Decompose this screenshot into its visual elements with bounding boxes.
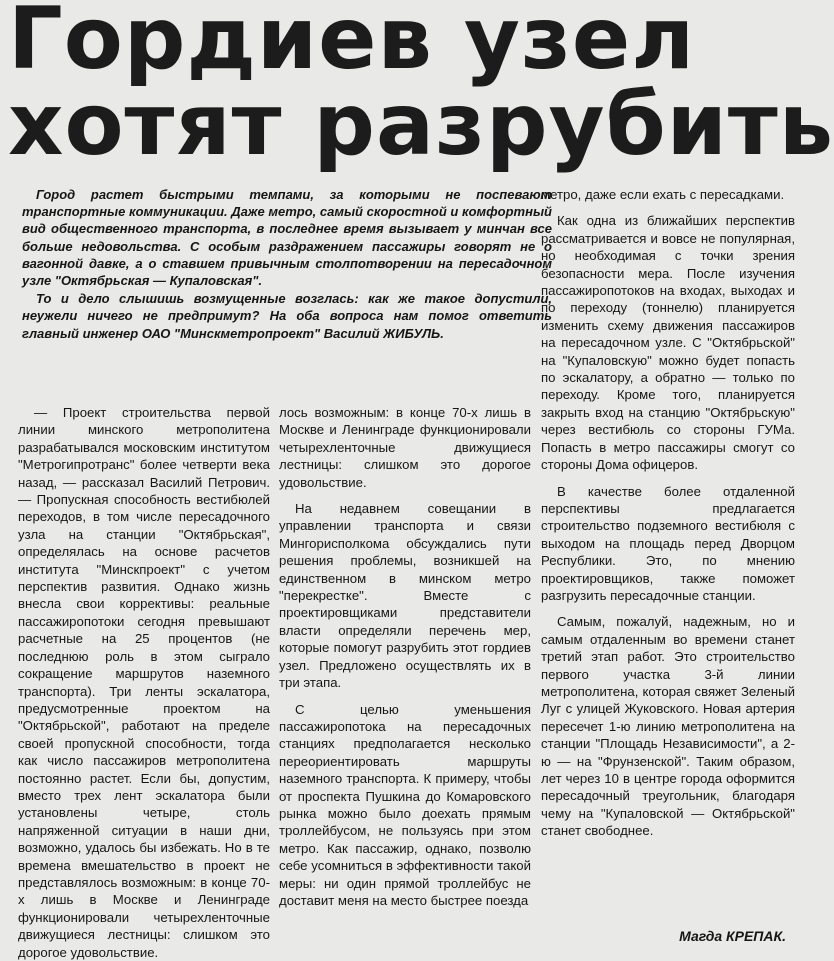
- article-paragraph: — Проект строительства первой линии минского метрополитена разрабатывался московским институтом "Метрогипротранс" более четверти века назад, — рассказал Василий Петрович. — Пропускная способность вестибюлей переходов, в том числе пересадочного узла на станции "Октябрьская", определялась на основе расчетов института "Минскпроект" с учетом перспектив развития. Однако жизнь внесла свои коррективы: реальные пассажиропотоки сегодня превышают расчетные на 25 процентов (не последнюю роль в этом сыграло сокращение маршрутов наземного транспорта). Три ленты эскалатора, предусмотренные проектом на "Октябрьской", работают на пределе своей пропускной способности, тогда как число пассажиров метрополитена постоянно растет. Если бы, допустим, вместо трех лент эскалатора были установлены четыре, столь напряженной ситуации в наши дни, возможно, удалось бы избежать. Но в те времена вмешательство в проект не представлялось возможным: в конце 70-х лишь в Москве и Ленинграде функционировали четырехленточные движущиеся лестницы: слишком это дорогое удовольствие.: [18, 405, 270, 960]
- article-paragraph: Самым, пожалуй, надежным, но и самым отдаленным во времени станет третий этап работ. Это строительство первого участка 3-й линии метрополитена, которая свяжет Зеленый Луг с улицей Жуковского. Новая артерия пересечет 1-ю линию метрополитена на станции "Площадь Независимости", а 2-ю — на "Фрунзенской". Таким образом, лет через 10 в центре города оформится пересадочный треугольник, благодаря чему на "Купаловской — Октябрьской" станет свободнее.: [541, 614, 795, 839]
- headline-line-2: хотят разрубить: [8, 75, 834, 175]
- article-paragraph: лось возможным: в конце 70-х лишь в Москве и Ленинграде функционировали четырехленточные движущиеся лестницы: слишком это дорогое удовольствие.: [279, 405, 531, 490]
- article-column-1: [18, 404, 270, 960]
- author-byline: Магда КРЕПАК.: [679, 928, 786, 944]
- lead-text-1: Город растет быстрыми темпами, за которыми не поспевают транспортные коммуникации. Даже метро, самый скоростной и комфортный вид общественного транспорта, в последнее время вызывает у минчан все больше недовольства. С особым раздражением пассажиры говорят не о вагонной давке, а о ставшем привычным столпотворении на пересадочном узле "Октябрьская — Купаловская".: [22, 187, 552, 289]
- article-paragraph: С целью уменьшения пассажиропотока на пересадочных станциях предполагается несколько переориентировать маршруты наземного транспорта. К примеру, чтобы от проспекта Пушкина до Комаровского рынка можно было доехать прямым троллейбусом, не пользуясь при этом метро. Как пассажир, однако, позволю себе усомниться в эффективности такой меры: ни один прямой троллейбус не доставит меня на место быстрее поезда: [279, 701, 531, 908]
- headline-line-1: Гордиев узел: [8, 0, 696, 89]
- article-column-2: [279, 404, 531, 950]
- article-paragraph: На недавнем совещании в управлении транспорта и связи Мингорисполкома обсуждались пути решения проблемы, возникшей на единственном в минском метро "перекрестке". Вместе с проектировщиками представители власти определяли перечень мер, которые помогут разрубить этот гордиев узел. Предложено осуществлять их в три этапа.: [279, 501, 531, 691]
- article-paragraph: метро, даже если ехать с пересадками.: [541, 187, 785, 202]
- lead-text-2: То и дело слышишь возмущенные возглась: как же такое допустили, неужели ничего не предпримут? На оба вопроса нам помог ответить главный инженер ОАО "Минскметропроект" Василий ЖИБУЛЬ.: [22, 291, 552, 341]
- article-paragraph: Как одна из ближайших перспектив рассматривается и вовсе не популярная, но необходимая с точки зрения безопасности мера. После изучения пассажиропотоков на входах, выходах и по переходу (тоннелю) планируется изменить схему движения пассажиров на пересадочном узле. С "Октябрьской" на "Купаловскую" можно будет попасть по эскалатору, а обратно — только по переходу. Кроме того, планируется закрыть вход на станцию "Октябрьскую" через вестибюль со стороны ГУМа. Попасть в метро пассажиры смогут со стороны Дома офицеров.: [541, 213, 795, 473]
- headline: [8, 0, 834, 175]
- lead-paragraph: [22, 186, 552, 342]
- article-paragraph: В качестве более отдаленной перспективы предлагается строительство подземного вестибюля с выходом на площадь перед Дворцом Республики. Это, по мнению проектировщиков, также поможет разгрузить пересадочные станции.: [541, 483, 795, 603]
- article-column-3: [541, 186, 795, 911]
